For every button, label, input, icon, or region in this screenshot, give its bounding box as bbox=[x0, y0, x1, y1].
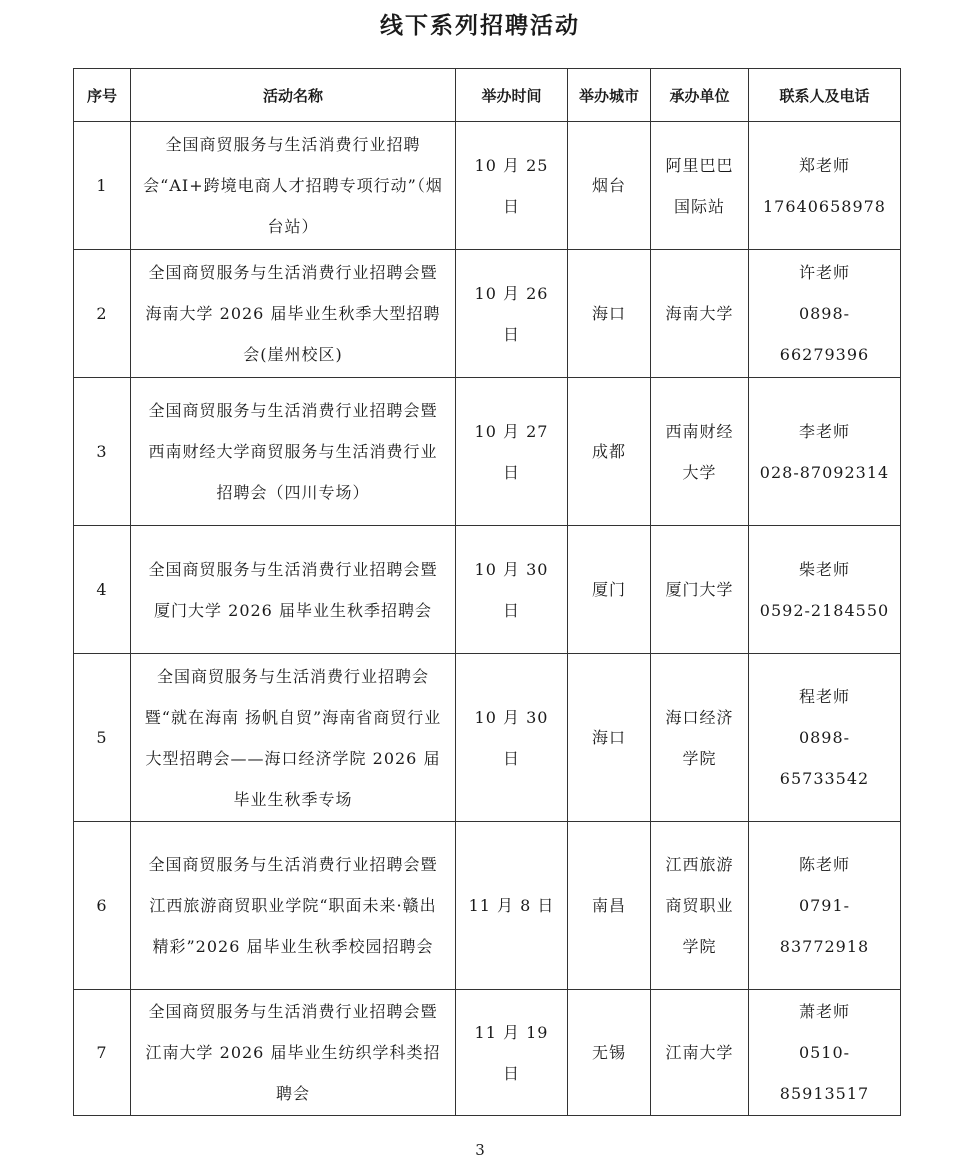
row-time: 10 月 30 日 bbox=[456, 526, 568, 654]
header-no: 序号 bbox=[74, 69, 131, 122]
row-host bbox=[651, 822, 749, 990]
row-host-text: 厦门大学 bbox=[665, 580, 734, 599]
table-row bbox=[74, 378, 901, 526]
row-contact-phone: 0510-85913517 bbox=[779, 1043, 870, 1103]
row-contact-name: 陈老师 bbox=[798, 855, 850, 874]
row-event-name: 全国商贸服务与生活消费行业招聘会暨海南大学 2026 届毕业生秋季大型招聘会(崖州校区) bbox=[131, 250, 456, 378]
row-event-name: 全国商贸服务与生活消费行业招聘会暨西南财经大学商贸服务与生活消费行业招聘会（四川专场） bbox=[131, 378, 456, 526]
row-host bbox=[651, 122, 749, 250]
header-city: 举办城市 bbox=[568, 69, 651, 122]
row-host bbox=[651, 654, 749, 822]
row-time: 11 月 19 日 bbox=[456, 990, 568, 1116]
row-no: 3 bbox=[74, 378, 131, 526]
row-no: 2 bbox=[74, 250, 131, 378]
header-host: 承办单位 bbox=[651, 69, 749, 122]
row-city: 海口 bbox=[568, 654, 651, 822]
row-city: 南昌 bbox=[568, 822, 651, 990]
row-time: 10 月 25 日 bbox=[456, 122, 568, 250]
recruitment-events-table bbox=[73, 68, 901, 1116]
row-contact-phone: 0592-2184550 bbox=[759, 600, 890, 620]
row-contact bbox=[749, 526, 901, 654]
row-event-name: 全国商贸服务与生活消费行业招聘会“AI+跨境电商人才招聘专项行动”（烟台站） bbox=[131, 122, 456, 250]
row-city: 厦门 bbox=[568, 526, 651, 654]
row-no: 1 bbox=[74, 122, 131, 250]
row-event-name: 全国商贸服务与生活消费行业招聘会暨江西旅游商贸职业学院“职面未来·赣出精彩”2026 届毕业生秋季校园招聘会 bbox=[131, 822, 456, 990]
row-no: 5 bbox=[74, 654, 131, 822]
row-contact-phone: 0898-65733542 bbox=[779, 728, 870, 788]
row-event-name: 全国商贸服务与生活消费行业招聘会暨厦门大学 2026 届毕业生秋季招聘会 bbox=[131, 526, 456, 654]
row-contact-name: 柴老师 bbox=[798, 559, 850, 579]
row-city: 无锡 bbox=[568, 990, 651, 1116]
page-number: 3 bbox=[475, 1141, 485, 1159]
row-time: 10 月 30 日 bbox=[456, 654, 568, 822]
row-contact bbox=[749, 378, 901, 526]
row-contact bbox=[749, 250, 901, 378]
row-host-text: 海口经济学院 bbox=[665, 707, 734, 768]
table-row bbox=[74, 122, 901, 250]
row-host bbox=[651, 250, 749, 378]
row-contact-name: 萧老师 bbox=[798, 1002, 850, 1021]
row-contact-phone: 0898-66279396 bbox=[779, 304, 870, 364]
row-host-text: 海南大学 bbox=[665, 304, 734, 323]
row-contact bbox=[749, 654, 901, 822]
row-host-text: 西南财经大学 bbox=[665, 421, 734, 482]
row-city: 成都 bbox=[568, 378, 651, 526]
row-event-name: 全国商贸服务与生活消费行业招聘会暨“就在海南 扬帆自贸”海南省商贸行业大型招聘会——海口经济学院 2026 届毕业生秋季专场 bbox=[131, 654, 456, 822]
row-contact bbox=[749, 990, 901, 1116]
row-host-text: 江南大学 bbox=[665, 1043, 734, 1062]
row-host-text: 阿里巴巴国际站 bbox=[665, 155, 734, 216]
row-contact-phone: 17640658978 bbox=[763, 196, 886, 216]
row-city: 海口 bbox=[568, 250, 651, 378]
header-time: 举办时间 bbox=[456, 69, 568, 122]
row-host bbox=[651, 526, 749, 654]
row-contact-phone: 028-87092314 bbox=[759, 462, 890, 482]
header-contact: 联系人及电话 bbox=[749, 69, 901, 122]
row-host-text: 江西旅游商贸职业学院 bbox=[665, 855, 734, 956]
row-no: 6 bbox=[74, 822, 131, 990]
table-row bbox=[74, 250, 901, 378]
table-row bbox=[74, 654, 901, 822]
row-city: 烟台 bbox=[568, 122, 651, 250]
page-title: 线下系列招聘活动 bbox=[380, 13, 580, 39]
row-time: 11 月 8 日 bbox=[456, 822, 568, 990]
table-row bbox=[74, 990, 901, 1116]
row-host bbox=[651, 378, 749, 526]
row-contact-name: 郑老师 bbox=[798, 155, 850, 175]
row-contact bbox=[749, 122, 901, 250]
row-event-name: 全国商贸服务与生活消费行业招聘会暨江南大学 2026 届毕业生纺织学科类招聘会 bbox=[131, 990, 456, 1116]
row-no: 7 bbox=[74, 990, 131, 1116]
row-time: 10 月 26 日 bbox=[456, 250, 568, 378]
row-contact-phone: 0791-83772918 bbox=[779, 896, 870, 956]
table-header-row bbox=[74, 69, 901, 122]
table-row bbox=[74, 526, 901, 654]
row-contact-name: 程老师 bbox=[798, 687, 850, 706]
row-contact-name: 李老师 bbox=[798, 421, 850, 441]
row-time: 10 月 27 日 bbox=[456, 378, 568, 526]
header-event-name: 活动名称 bbox=[131, 69, 456, 122]
row-no: 4 bbox=[74, 526, 131, 654]
row-host bbox=[651, 990, 749, 1116]
row-contact-name: 许老师 bbox=[798, 263, 850, 282]
table-row bbox=[74, 822, 901, 990]
row-contact bbox=[749, 822, 901, 990]
